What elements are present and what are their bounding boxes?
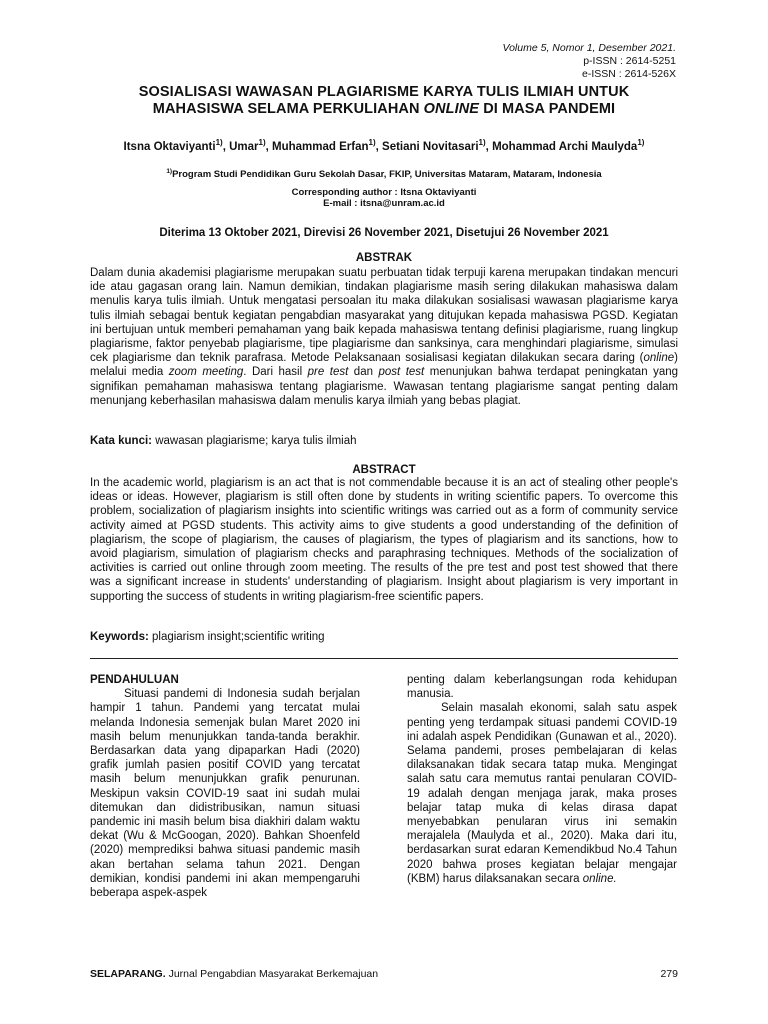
- left-paragraph: Situasi pandemi di Indonesia sudah berjalan hampir 1 tahun. Pandemi yang tercatat mulai melanda Indonesia semenjak bulan Maret 2020 ini masih belum menunjukkan tanda-tanda berakhir. Berdasarkan data yang dipaparkan Hadi (2020) grafik jumlah pasien positif COVID yang tercatat masih belum menunjukkan grafik penurunan. Meskipun vaksin COVID-19 saat ini sudah mulai ditemukan dan didistribusikan, namun situasi pandemic ini masih belum bisa diakhiri dalam waktu dekat (Wu & McGoogan, 2020). Bahkan Shoenfeld (2020) memprediksi bahwa situasi pandemic masih akan bertahan selama tahun 2021. Dengan demikian, kondisi pandemi ini akan mempengaruhi beberapa aspek-aspek: [90, 688, 360, 900]
- author: Setiani Novitasari: [382, 140, 479, 153]
- volume-info: Volume 5, Nomor 1, Desember 2021.: [502, 42, 676, 54]
- affiliation-sup: 1): [166, 168, 173, 175]
- keywords-text: plagiarism insight;scientific writing: [148, 631, 325, 643]
- section-heading: PENDAHULUAN: [90, 674, 179, 686]
- abstrak-italic: post test: [378, 366, 425, 379]
- abstract-heading: ABSTRACT: [352, 464, 416, 476]
- author-sup: 1): [258, 138, 266, 147]
- abstrak-heading: ABSTRAK: [355, 252, 413, 264]
- corresponding-name: Corresponding author : Itsna Oktaviyanti: [291, 187, 477, 198]
- author-list: Itsna Oktaviyanti$^{1)}$, Umar$^{1)}$, Muhammad Erfan$^{1)}$, Setiani Novitasari$^{1)}$, Mohammad Archi Maulyda$^{1)}$: [123, 138, 645, 153]
- kata-kunci-text: wawasan plagiarisme; karya tulis ilmiah: [152, 435, 357, 447]
- journal-meta: [502, 42, 676, 81]
- submission-dates: Diterima 13 Oktober 2021, Direvisi 26 November 2021, Disetujui 26 November 2021: [159, 227, 609, 239]
- abstrak-part: ) melalui media: [90, 352, 678, 379]
- author: Muhammad Erfan: [272, 140, 369, 153]
- title-italic: ONLINE: [423, 101, 480, 117]
- author-sup: 1): [637, 138, 645, 147]
- affiliation-text: Program Studi Pendidikan Guru Sekolah Dasar, FKIP, Universitas Mataram, Mataram, Indonesia: [172, 169, 602, 181]
- kata-kunci: [90, 434, 678, 448]
- author: Umar: [229, 140, 259, 153]
- abstrak-italic: pre test: [307, 366, 349, 379]
- right-column: [407, 673, 677, 886]
- abstrak-part: menunjukan bahwa terdapat peningkatan yang signifikan pemahaman mahasiswa tentang plagiarisme. Wawasan tentang plagiarisme sangat penting dalam menunjang keberhasilan mahasiswa dalam menulis karya ilmiah yang bebas plagiat.: [90, 366, 679, 407]
- title-line-2: [90, 101, 678, 118]
- section-divider: [90, 658, 678, 659]
- page-footer: [90, 968, 678, 981]
- title-line-2-pre: MAHASISWA SELAMA PERKULIAHAN: [152, 101, 424, 117]
- abstrak-italic: online: [643, 352, 675, 365]
- e-issn: e-ISSN : 2614-526X: [582, 68, 676, 80]
- keywords-label: Keywords:: [90, 631, 149, 643]
- abstrak-part: dan: [348, 366, 379, 379]
- right-paragraph: [407, 701, 677, 886]
- abstrak-part: Dalam dunia akademisi plagiarisme merupakan suatu perbuatan tidak terpuji karena merupakan tindakan mencuri ide atau gagasan orang lain. Namun demikian, tindakan plagiarisme masih sering dilakukan mahasiswa dalam menulis karya tulis ilmiah. Untuk mengatasi persoalan itu maka dilakukan sosialisasi wawasan plagiarisme karya tulis ilmiah sebagai bentuk kegiatan pengabdian masyarakat yang ditujukan kepada mahasiswa PGSD. Kegiatan ini bertujuan untuk memberi pemahaman yang baik kepada mahasiswa tentang definisi plagiarisme, ruang lingkup plagiarisme, faktor penyebab plagiarisme, tipe plagiarisme dan sanksinya, cara menghindari plagiarisme, simulasi cek plagiarisme dan teknik parafrasa. Metode Pelaksanaan sosialisasi kegiatan dilakukan secara daring (: [90, 267, 678, 365]
- author-sup: 1): [215, 138, 223, 147]
- corresponding-email: E-mail : itsna@unram.ac.id: [323, 198, 445, 209]
- journal-name-bold: SELAPARANG.: [90, 968, 166, 980]
- abstrak-text: [90, 266, 678, 408]
- page-number: 279: [660, 968, 678, 980]
- right-italic: online.: [582, 872, 617, 885]
- journal-name-rest: Jurnal Pengabdian Masyarakat Berkemajuan: [165, 968, 379, 980]
- abstrak-part: . Dari hasil: [243, 366, 308, 379]
- left-column: [90, 673, 360, 900]
- author: Mohammad Archi Maulyda: [492, 140, 638, 153]
- abstrak-italic: zoom meeting: [168, 366, 244, 379]
- title-line-2-post: DI MASA PANDEMI: [479, 101, 616, 117]
- journal-name: [90, 968, 378, 980]
- author-sup: 1): [478, 138, 486, 147]
- right-paragraph-continued: penting dalam keberlangsungan roda kehidupan manusia.: [407, 674, 677, 701]
- author: Itsna Oktaviyanti: [123, 140, 216, 153]
- abstract-text: In the academic world, plagiarism is an act that is not commendable because it is an act of stealing other people's ideas or ideas. However, plagiarism is still often done by students in writing scientific papers. To overcome this problem, socialization of plagiarism insights into scientific writings was carried out as a form of community service activity aimed at PGSD students. This activity aims to give students a good understanding of the definition of plagiarism, the scope of plagiarism, the causes of plagiarism, the types of plagiarism and its sanctions, how to avoid plagiarism, simulation of plagiarism checks and paraphrasing techniques. Methods of the socialization of activities is carried out online through zoom meeting. The results of the pre test and post test showed that there was a significant increase in students' understanding of plagiarism. Insight about plagiarism is very important in supporting the success of students in writing plagiarism-free scientific papers.: [90, 477, 678, 603]
- kata-kunci-label: Kata kunci:: [90, 435, 152, 447]
- author-sup: 1): [368, 138, 376, 147]
- keywords: [90, 630, 678, 644]
- p-issn: p-ISSN : 2614-5251: [583, 55, 676, 67]
- title-line-1: SOSIALISASI WAWASAN PLAGIARISME KARYA TULIS ILMIAH UNTUK: [138, 84, 630, 100]
- corresponding-author: [80, 187, 688, 209]
- affiliation: [80, 166, 688, 181]
- paper-title: [90, 84, 678, 118]
- right-paragraph-text: Selain masalah ekonomi, salah satu aspek penting yeng terdampak situasi pandemi COVID-19 ini adalah aspek Pendidikan (Gunawan et al., 2020). Selama pandemi, proses pembelajaran di kelas dilaksanakan tidak secara tatap muka. Mengingat salah satu cara memutus rantai penularan COVID-19 adalah dengan menjaga jarak, maka proses belajar tatap muka di kelas dirasa dapat menyebabkan penularan virus ini semakin merajalela (Maulyda et al., 2020). Maka dari itu, berdasarkan surat edaran Kemendikbud No.4 Tahun 2020 bahwa proses kegiatan belajar mengajar (KBM) harus dilaksanakan secara: [407, 702, 677, 885]
